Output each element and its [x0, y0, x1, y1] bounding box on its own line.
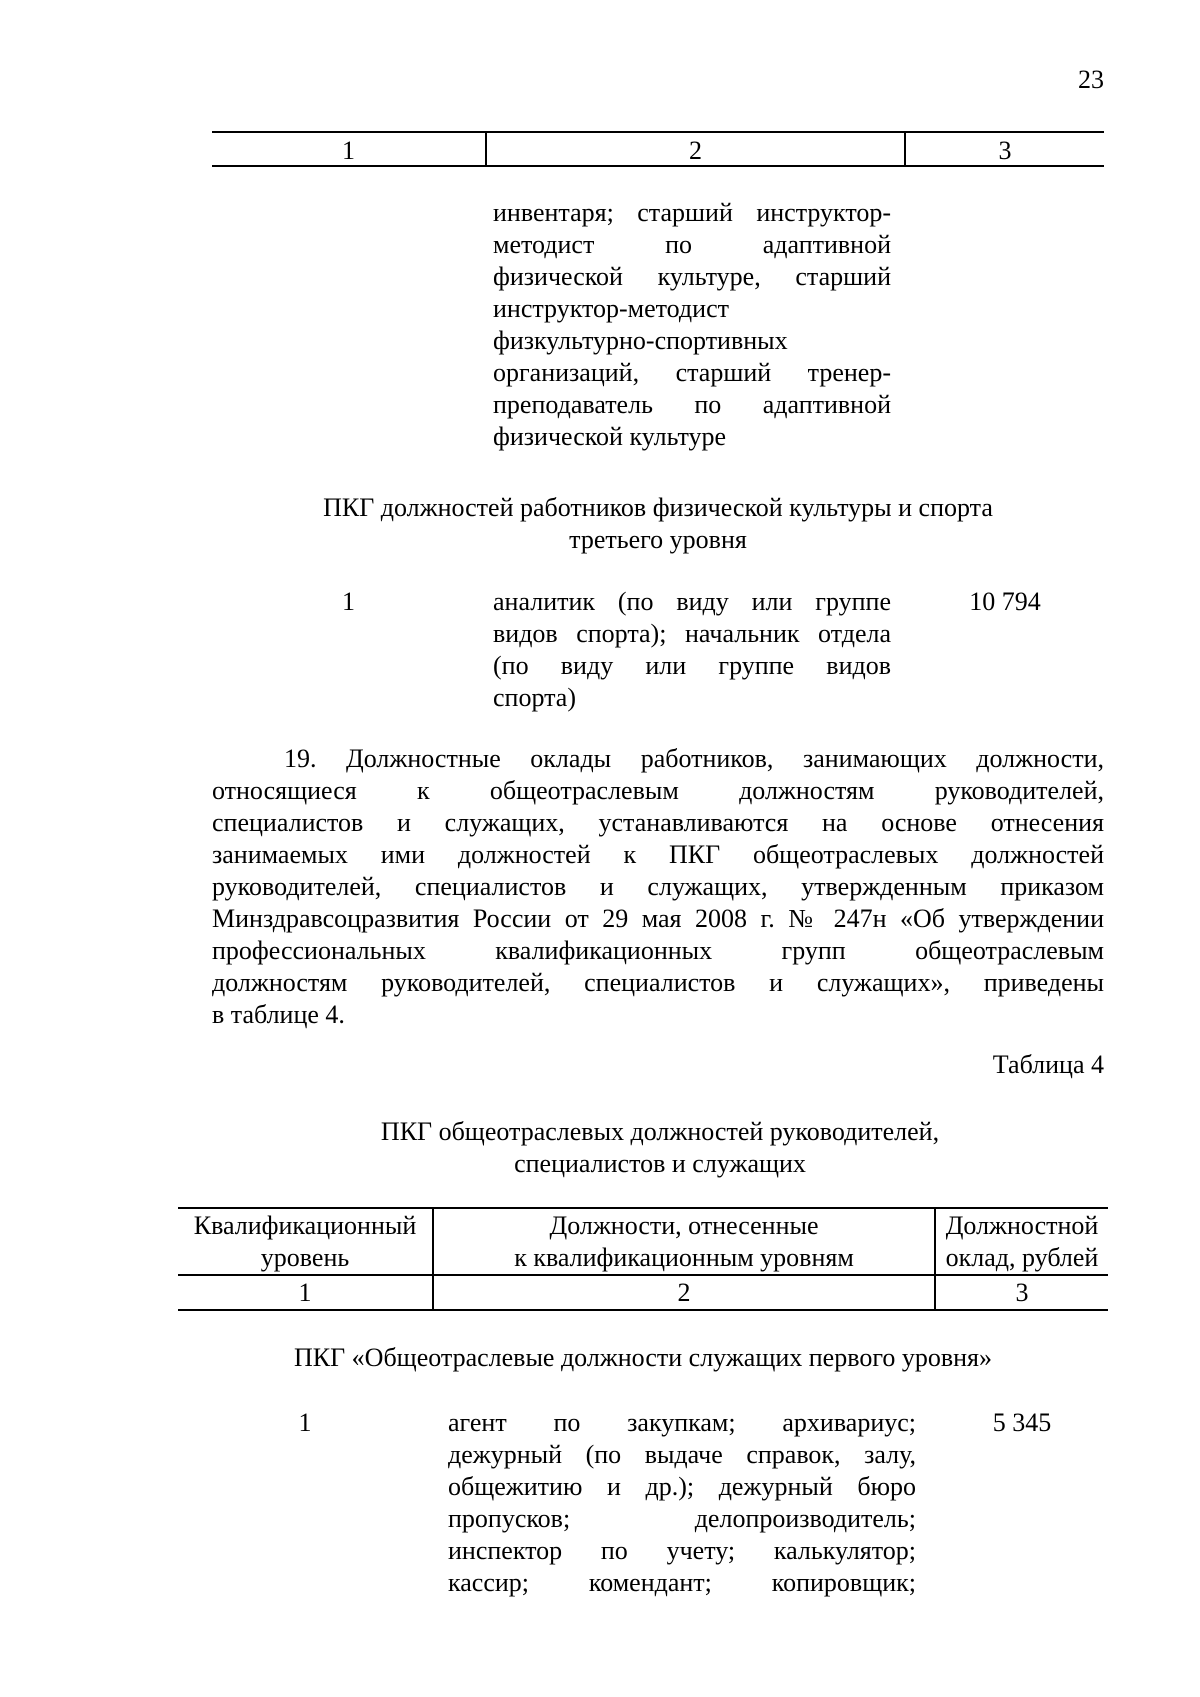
- text-line: пропусков; делопроизводитель;: [448, 1504, 916, 1533]
- header-text: Должности, отнесенные: [549, 1211, 819, 1240]
- text-line: относящиеся к общеотраслевым должностям руководителей,: [212, 776, 1104, 805]
- text-line: физкультурно-спортивных: [493, 326, 788, 355]
- header-text: уровень: [260, 1243, 350, 1272]
- header-text: Должностной: [945, 1211, 1099, 1240]
- text-line: физической культуре, старший: [493, 262, 891, 291]
- table-title: [178, 1116, 1142, 1180]
- text-line: видов спорта); начальник отдела: [493, 619, 891, 648]
- text-line: должностям руководителей, специалистов и служащих», приведены: [212, 968, 1104, 997]
- text-line: агент по закупкам; архивариус;: [448, 1408, 916, 1437]
- group-heading-line: ПКГ должностей работников физической культуры и спорта: [323, 493, 993, 522]
- table-title-line: специалистов и служащих: [514, 1149, 806, 1178]
- text-line: в таблице 4.: [212, 1000, 345, 1029]
- text-line: организаций, старший тренер-: [493, 358, 891, 387]
- text-line: Минздравсоцразвития России от 29 мая 2008 г. № 247н «Об утверждении: [212, 904, 1104, 933]
- group-heading-line: третьего уровня: [569, 525, 747, 554]
- table-top-rule: [178, 1207, 1108, 1209]
- column-number: 3: [998, 136, 1012, 165]
- text-line: общежитию и др.); дежурный бюро: [448, 1472, 916, 1501]
- text-line: 19. Должностные оклады работников, занимающих должности,: [284, 744, 1104, 773]
- header-bottom-rule: [178, 1274, 1108, 1276]
- column-number: 2: [689, 136, 702, 165]
- column-number: 2: [677, 1278, 691, 1307]
- header-text: оклад, рублей: [945, 1243, 1099, 1272]
- text-line: инспектор по учету; калькулятор;: [448, 1536, 916, 1565]
- header-text: Квалификационный: [193, 1211, 417, 1240]
- text-line: руководителей, специалистов и служащих, утвержденным приказом: [212, 872, 1104, 901]
- positions-cell: [493, 586, 891, 714]
- column-number: 1: [342, 136, 355, 165]
- column-number: 1: [298, 1278, 312, 1307]
- positions-cell: [448, 1407, 916, 1599]
- text-line: инструктор-методист: [493, 294, 729, 323]
- header-cell: [936, 1210, 1108, 1274]
- table-label: Таблица 4: [992, 1050, 1104, 1079]
- text-line: инвентаря; старший инструктор-: [493, 198, 891, 227]
- header-cell: [434, 1210, 934, 1274]
- header-cell: [178, 1210, 432, 1274]
- paragraph-19: [212, 743, 1104, 1031]
- text-line: аналитик (по виду или группе: [493, 587, 891, 616]
- text-line: занимаемых ими должностей к ПКГ общеотраслевых должностей: [212, 840, 1104, 869]
- continuation-cell: [493, 197, 891, 453]
- page-number: 23: [1078, 65, 1104, 94]
- group-heading: ПКГ «Общеотраслевые должности служащих первого уровня»: [294, 1343, 992, 1372]
- qualification-level: 1: [342, 587, 355, 616]
- text-line: специалистов и служащих, устанавливаются на основе отнесения: [212, 808, 1104, 837]
- text-line: кассир; комендант; копировщик;: [448, 1568, 916, 1597]
- salary-value: 5 345: [992, 1408, 1052, 1437]
- salary-value: 10 794: [969, 587, 1041, 616]
- text-line: физической культуре: [493, 422, 726, 451]
- column-number: 3: [1015, 1278, 1029, 1307]
- text-line: методист по адаптивной: [493, 230, 891, 259]
- text-line: дежурный (по выдаче справок, залу,: [448, 1440, 916, 1469]
- text-line: преподаватель по адаптивной: [493, 390, 891, 419]
- text-line: (по виду или группе видов: [493, 651, 891, 680]
- group-heading: [212, 492, 1104, 556]
- table-top-rule: [212, 131, 1104, 133]
- text-line: спорта): [493, 683, 576, 712]
- number-row-bottom-rule: [178, 1309, 1108, 1311]
- text-line: профессиональных квалификационных групп общеотраслевым: [212, 936, 1104, 965]
- qualification-level: 1: [298, 1408, 312, 1437]
- table-title-line: ПКГ общеотраслевых должностей руководителей,: [380, 1117, 940, 1146]
- header-text: к квалификационным уровням: [514, 1243, 854, 1272]
